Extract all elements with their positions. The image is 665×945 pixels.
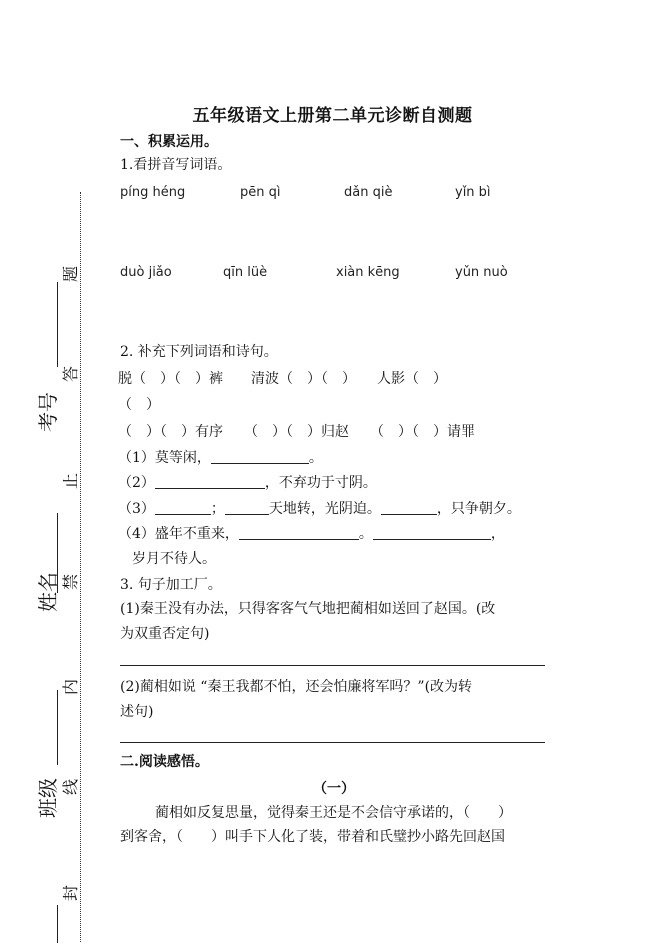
poem-2-text: ，不弃功于寸阴。 [264, 475, 377, 491]
pinyin-5: duò jiǎo [120, 265, 172, 280]
q2-poem-4-cont: 岁月不待人。 [132, 551, 216, 567]
q3-label: 3. 句子加工厂。 [120, 577, 222, 593]
pinyin-6: qīn lüè [223, 265, 268, 280]
q2-idiom-line1b: （ ） [118, 397, 160, 413]
q2-poem-1 [118, 446, 323, 470]
page-title: 五年级语文上册第二单元诊断自测题 [192, 106, 473, 126]
q2-label: 2. 补充下列词语和诗句。 [120, 344, 278, 360]
poem-2-blank[interactable] [155, 474, 265, 489]
seal-char-xian: 线 [61, 779, 80, 796]
poem-3-blank-a[interactable] [155, 500, 211, 515]
section1-heading: 一、积累运用。 [120, 134, 218, 150]
q2-idiom-line2: （ ）（ ）有序 （ ）（ ）归赵 （ ）（ ）请罪 [118, 424, 475, 440]
pinyin-4: yǐn bì [455, 185, 491, 200]
poem-4-text: （4）盛年不重来， [118, 526, 239, 542]
passage-line-1: 蔺相如反复思量，觉得秦王还是不会信守承诺的，（ ） [155, 805, 512, 821]
q2-poem-3 [118, 497, 521, 521]
poem-1-end: 。 [308, 450, 323, 466]
q3-answer-line-1[interactable] [120, 665, 545, 666]
q3-sentence1-a: (1)秦王没有办法，只得客客气气地把蔺相如送回了赵国。(改 [120, 601, 496, 617]
seal-char-da: 答 [61, 366, 80, 383]
seal-char-jin: 禁 [61, 574, 80, 591]
q2-idiom-line1: 脱（ ）（ ）裤 清波（ ）（ ） 人影（ ） [118, 371, 447, 387]
seal-char-ti: 题 [61, 266, 80, 283]
class-label: 班级 [36, 778, 60, 818]
q2-poem-2 [118, 471, 377, 495]
pinyin-3: dǎn qiè [344, 185, 393, 200]
q3-sentence2-b: 述句) [120, 704, 154, 720]
binding-dotted-line [80, 192, 81, 942]
poem-4-sep: 。 [358, 526, 373, 542]
poem-3-num: （3） [118, 501, 155, 517]
poem-1-text: （1）莫等闲， [118, 450, 211, 466]
seal-char-nei: 内 [61, 679, 80, 696]
poem-1-blank[interactable] [211, 449, 309, 464]
poem-4-comma: ， [490, 526, 505, 542]
poem-3-blank-c[interactable] [381, 500, 437, 515]
class-blank[interactable] [57, 690, 58, 765]
poem-4-blank-b[interactable] [373, 525, 491, 540]
exam-number-blank[interactable] [57, 282, 58, 367]
section2-heading: 二.阅读感悟。 [120, 754, 209, 770]
poem-3-text: 天地转，光阴迫。 [268, 501, 381, 517]
seat-blank[interactable] [57, 905, 58, 943]
poem-3-end: ，只争朝夕。 [436, 501, 521, 517]
passage-line-2: 到客舍，（ ）叫手下人化了装，带着和氏璧抄小路先回赵国 [120, 829, 505, 845]
q3-sentence2-a: (2)蔺相如说 “秦王我都不怕，还会怕廉将军吗？”(改为转 [120, 679, 473, 695]
reading-passage-number: （一） [313, 781, 355, 797]
pinyin-2: pēn qì [240, 185, 281, 200]
q3-sentence1-b: 为双重否定句) [120, 626, 210, 642]
name-label: 姓名 [36, 572, 60, 612]
poem-3-blank-b[interactable] [225, 500, 269, 515]
q1-label: 1.看拼音写词语。 [120, 157, 232, 173]
q3-answer-line-2[interactable] [120, 742, 545, 743]
seal-char-feng: 封 [61, 885, 80, 902]
poem-2-num: （2） [118, 475, 155, 491]
poem-4-blank-a[interactable] [239, 525, 359, 540]
exam-number-label: 考号 [36, 392, 60, 432]
q2-poem-4 [118, 522, 505, 546]
seal-char-zhi: 止 [61, 473, 80, 490]
pinyin-7: xiàn kēng [336, 265, 400, 280]
pinyin-1: píng héng [120, 185, 186, 200]
pinyin-8: yǔn nuò [455, 265, 508, 280]
poem-3-sep: ； [210, 501, 225, 517]
